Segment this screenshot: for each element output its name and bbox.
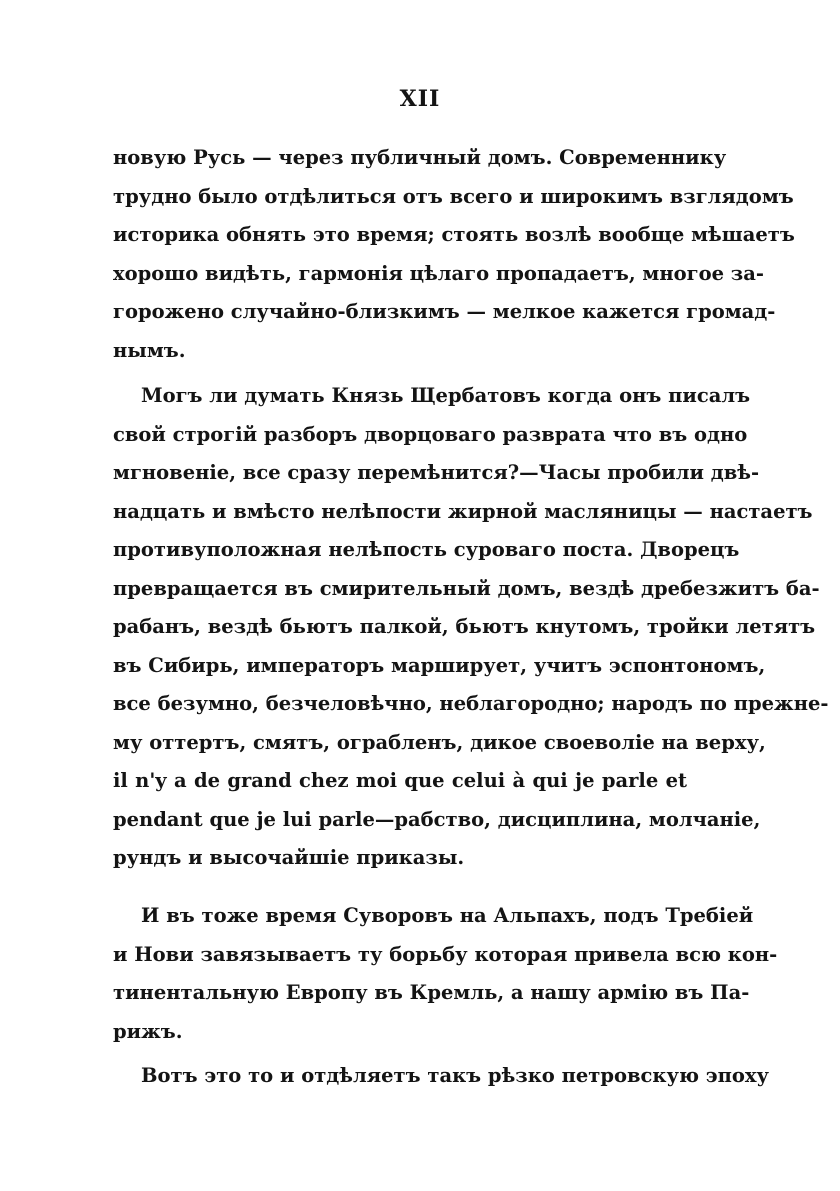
- paragraph-4: [113, 1057, 770, 1096]
- text-line: рундъ и высочайшіе приказы.: [113, 846, 465, 869]
- text-line: рижъ.: [113, 1019, 183, 1043]
- text-line: историка обнять это время; стоять возлѣ вообще мѣшаетъ: [113, 223, 795, 246]
- text-line: му оттертъ, смятъ, ограбленъ, дикое своеволіе на верху,: [113, 730, 766, 754]
- paragraph-3: [113, 897, 778, 1051]
- text-line: свой строгій разборъ дворцоваго разврата что въ одно: [113, 422, 748, 446]
- text-line: и Нови завязываетъ ту борьбу которая привела всю кон-: [113, 942, 778, 966]
- text-line: Могъ ли думать Князь Щербатовъ когда онъ писалъ: [141, 384, 751, 407]
- text-line: хорошо видѣть, гармонія цѣлаго пропадаетъ, многое за-: [113, 261, 764, 285]
- text-line: И въ тоже время Суворовъ на Альпахъ, подъ Требіей: [141, 904, 754, 927]
- paragraph-2: [113, 377, 829, 878]
- text-line: тинентальную Европу въ Кремль, а нашу армію въ Па-: [113, 981, 750, 1004]
- text-line: нымъ.: [113, 338, 186, 362]
- text-line: превращается въ смирительный домъ, вездѣ дребезжитъ ба-: [113, 576, 820, 600]
- text-line: il n'y a de grand chez moi que celui à qui je parle et: [113, 769, 687, 792]
- text-line: противуположная нелѣпость суроваго поста. Дворецъ: [113, 538, 740, 561]
- text-line: pendant que je lui parle—рабство, дисциплина, молчаніе,: [113, 807, 761, 831]
- text-line: все безумно, безчеловѣчно, неблагородно; народъ по прежне-: [113, 692, 829, 715]
- text-line: трудно было отдѣлиться отъ всего и широкимъ взглядомъ: [113, 184, 794, 208]
- text-line: надцать и вмѣсто нелѣпости жирной масляницы — настаетъ: [113, 499, 813, 523]
- text-line: новую Русь — через публичный домъ. Современнику: [113, 146, 727, 169]
- text-line: Вотъ это то и отдѣляетъ такъ рѣзко петровскую эпоху: [141, 1064, 770, 1087]
- page-number: XII: [399, 86, 441, 112]
- text-line: въ Сибирь, императоръ марширует, учитъ эспонтономъ,: [113, 653, 766, 677]
- text-line: мгновеніе, все сразу перемѣнится?—Часы пробили двѣ-: [113, 461, 760, 484]
- text-line: рабанъ, вездѣ бьютъ палкой, бьютъ кнутомъ, тройки летятъ: [113, 615, 816, 638]
- text-line: горожено случайно-близкимъ — мелкое кажется громад-: [113, 300, 776, 323]
- paragraph-1: [113, 139, 795, 370]
